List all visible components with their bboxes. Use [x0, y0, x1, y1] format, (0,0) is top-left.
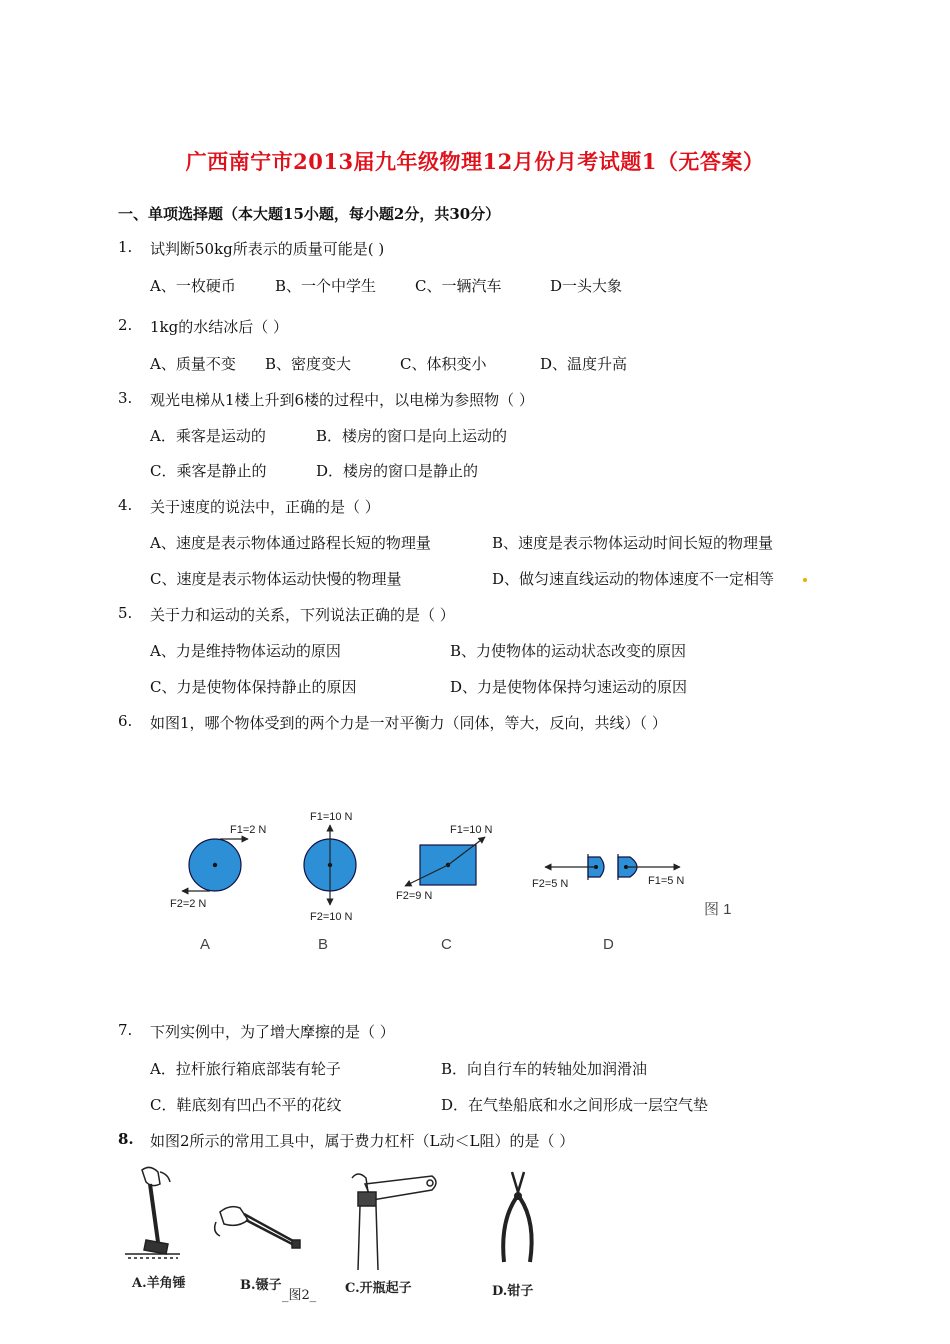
figure-2-label-c: C.开瓶起子 — [345, 1281, 412, 1296]
q5-option-c: C、力是使物体保持静止的原因 — [150, 678, 357, 696]
question-6-text: 如图1，哪个物体受到的两个力是一对平衡力（同体，等大，反向，共线）（ ） — [150, 714, 667, 732]
q5-option-b: B、力使物体的运动状态改变的原因 — [450, 642, 687, 660]
question-1-text: 试判断50kg所表示的质量可能是( ) — [150, 240, 385, 258]
q3-option-d: D．楼房的窗口是静止的 — [316, 462, 479, 480]
figure-1-panel-b — [304, 811, 356, 923]
question-7-text: 下列实例中，为了增大摩擦的是（ ） — [150, 1023, 395, 1041]
q4-option-b: B、速度是表示物体运动时间长短的物理量 — [492, 534, 774, 552]
figure-1-panel-a — [170, 824, 266, 910]
q2-option-a: A、质量不变 — [150, 355, 236, 373]
q1-option-a: A、一枚硬币 — [150, 277, 236, 295]
q2-option-c: C、体积变小 — [400, 355, 487, 373]
q1-option-c: C、一辆汽车 — [415, 277, 502, 295]
figure-1-label-d: D — [603, 936, 614, 953]
question-8-number: 8. — [118, 1130, 134, 1148]
q4-option-d: D、做匀速直线运动的物体速度不一定相等 — [492, 570, 775, 588]
d-f1-label: F1=5 N — [648, 875, 685, 887]
claw-hammer-drawing — [125, 1167, 180, 1258]
question-6-number: 6. — [118, 712, 133, 730]
tweezers-drawing — [215, 1207, 300, 1248]
q2-option-b: B、密度变大 — [265, 355, 352, 373]
q1-option-d: D一头大象 — [550, 277, 623, 295]
question-7-number: 7. — [118, 1021, 133, 1039]
q5-option-d: D、力是使物体保持匀速运动的原因 — [450, 678, 688, 696]
question-8-text: 如图2所示的常用工具中，属于费力杠杆（L动＜L阻）的是（ ） — [150, 1132, 575, 1150]
c-f1-label: F1=10 N — [450, 824, 493, 836]
q7-option-d: D．在气垫船底和水之间形成一层空气垫 — [441, 1096, 709, 1114]
figure-2-label-a: A.羊角锤 — [132, 1276, 186, 1291]
q4-option-a: A、速度是表示物体通过路程长短的物理量 — [150, 534, 431, 552]
question-2-text: 1kg的水结冰后（ ） — [150, 318, 289, 336]
q3-option-b: B．楼房的窗口是向上运动的 — [316, 427, 508, 445]
figure-1-label-c: C — [441, 936, 452, 953]
question-2-number: 2. — [118, 316, 133, 334]
q3-option-c: C．乘客是静止的 — [150, 462, 267, 480]
a-f2-label: F2=2 N — [170, 898, 207, 910]
figure-2 — [120, 1162, 580, 1272]
question-5-number: 5. — [118, 604, 133, 622]
q7-option-c: C．鞋底刻有凹凸不平的花纹 — [150, 1096, 342, 1114]
a-f1-label: F1=2 N — [230, 824, 267, 836]
figure-1-caption: 图 1 — [704, 901, 732, 918]
figure-1-panel-c — [396, 824, 493, 902]
figure-2-label-b: B.镊子 — [240, 1278, 282, 1293]
figure-1-label-b: B — [318, 936, 329, 953]
figure-1-panel-d — [532, 854, 684, 890]
figure-2-caption: _图2_ — [282, 1288, 317, 1303]
figure-1-label-a: A — [200, 936, 211, 953]
q2-option-d: D、温度升高 — [540, 355, 628, 373]
question-5-text: 关于力和运动的关系，下列说法正确的是（ ） — [150, 606, 455, 624]
figure-2-label-d: D.钳子 — [492, 1284, 534, 1299]
pliers-drawing — [503, 1172, 531, 1262]
q7-option-b: B．向自行车的转轴处加润滑油 — [441, 1060, 648, 1078]
q5-option-a: A、力是维持物体运动的原因 — [150, 642, 341, 660]
q4-option-c: C、速度是表示物体运动快慢的物理量 — [150, 570, 402, 588]
figure-1 — [160, 800, 760, 970]
b-f2-label: F2=10 N — [310, 911, 353, 923]
d-f2-label: F2=5 N — [532, 878, 569, 890]
bottle-opener-drawing — [352, 1174, 436, 1270]
page-title: 广西南宁市2013届九年级物理12月份月考试题1（无答案） — [185, 149, 765, 174]
question-3-text: 观光电梯从1楼上升到6楼的过程中，以电梯为参照物（ ） — [150, 391, 534, 409]
question-4-text: 关于速度的说法中，正确的是（ ） — [150, 498, 380, 516]
highlight-dot — [803, 578, 807, 582]
q3-option-a: A．乘客是运动的 — [150, 427, 266, 445]
question-3-number: 3. — [118, 389, 133, 407]
section-heading: 一、单项选择题（本大题15小题，每小题2分，共30分） — [118, 205, 501, 223]
question-1-number: 1. — [118, 238, 133, 256]
question-4-number: 4. — [118, 496, 133, 514]
b-f1-label: F1=10 N — [310, 811, 353, 823]
q7-option-a: A．拉杆旅行箱底部装有轮子 — [150, 1060, 341, 1078]
c-f2-label: F2=9 N — [396, 890, 433, 902]
q1-option-b: B、一个中学生 — [275, 277, 377, 295]
